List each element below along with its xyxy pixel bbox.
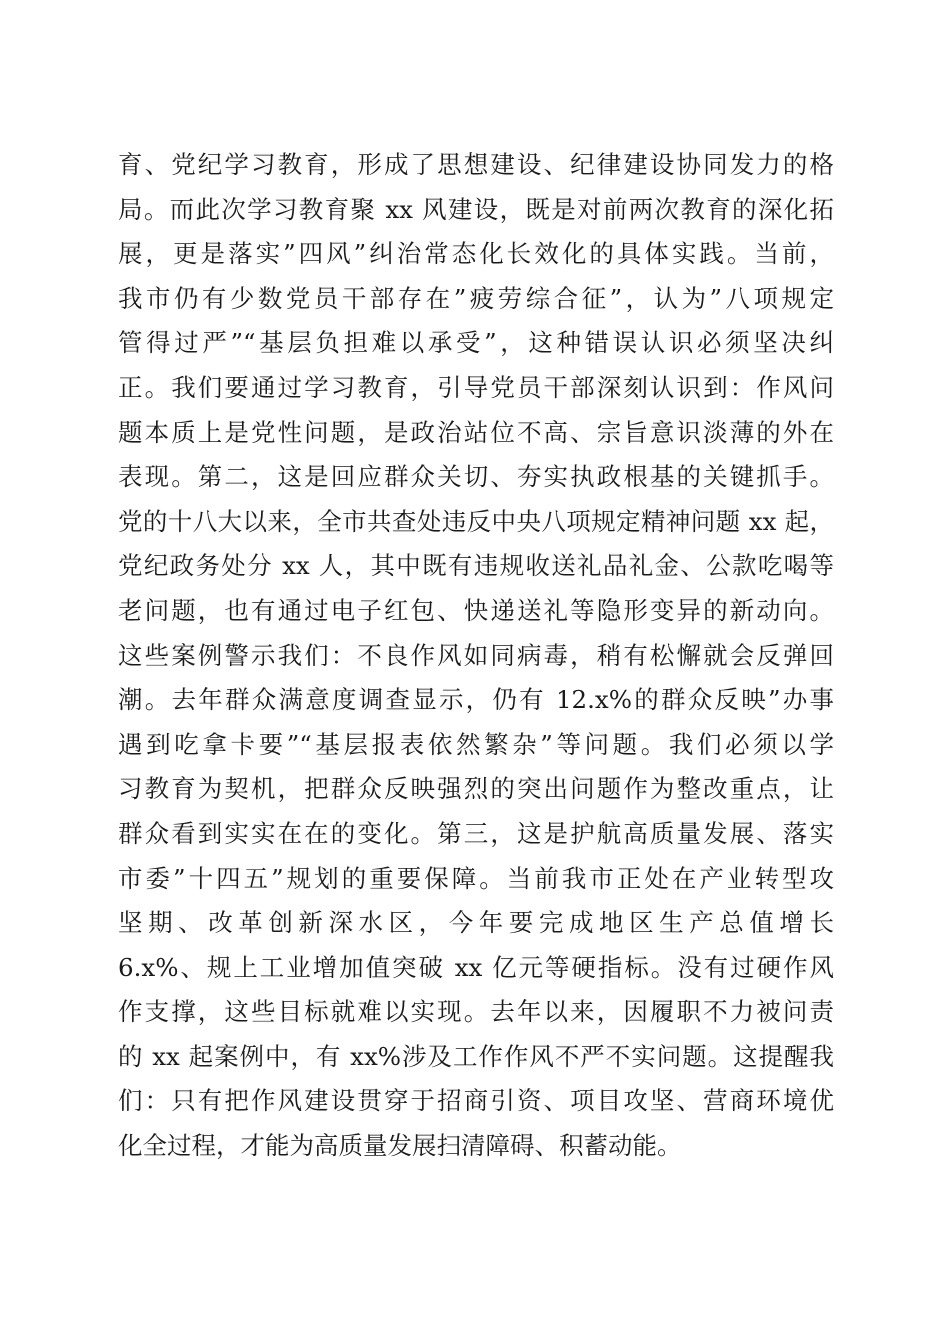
text-line: 作支撑，这些目标就难以实现。去年以来，因履职不力被问责 <box>118 997 834 1027</box>
text-line: 正。我们要通过学习教育，引导党员干部深刻认识到：作风问 <box>118 372 834 402</box>
text-line: 党纪政务处分 xx 人，其中既有违规收送礼品礼金、公款吃喝等 <box>118 551 834 581</box>
text-line: 潮。去年群众满意度调查显示，仍有 12.x%的群众反映”办事 <box>118 685 834 715</box>
text-line: 这些案例警示我们：不良作风如同病毒，稍有松懈就会反弹回 <box>118 640 834 670</box>
text-line: 坚期、改革创新深水区，今年要完成地区生产总值增长 <box>118 908 834 938</box>
text-line: 们：只有把作风建设贯穿于招商引资、项目攻坚、营商环境优 <box>118 1086 834 1116</box>
text-line: 题本质上是党性问题，是政治站位不高、宗旨意识淡薄的外在 <box>118 417 834 447</box>
text-line: 化全过程，才能为高质量发展扫清障碍、积蓄动能。 <box>118 1131 682 1161</box>
text-line: 群众看到实实在在的变化。第三，这是护航高质量发展、落实 <box>118 818 834 848</box>
text-line: 局。而此次学习教育聚 xx 风建设，既是对前两次教育的深化拓 <box>118 194 834 224</box>
text-line: 展，更是落实”四风”纠治常态化长效化的具体实践。当前， <box>118 239 834 269</box>
body-paragraph <box>118 143 834 1169</box>
text-line: 的 xx 起案例中，有 xx%涉及工作作风不严不实问题。这提醒我 <box>118 1041 834 1071</box>
text-line: 表现。第二，这是回应群众关切、夯实执政根基的关键抓手。 <box>118 462 834 492</box>
text-line: 遇到吃拿卡要”“基层报表依然繁杂”等问题。我们必须以学 <box>118 729 834 759</box>
text-line: 市委”十四五”规划的重要保障。当前我市正处在产业转型攻 <box>118 863 834 893</box>
text-line: 老问题，也有通过电子红包、快递送礼等隐形变异的新动向。 <box>118 595 834 625</box>
text-line: 我市仍有少数党员干部存在”疲劳综合征”，认为”八项规定 <box>118 283 834 313</box>
text-line: 育、党纪学习教育，形成了思想建设、纪律建设协同发力的格 <box>118 150 834 179</box>
text-line: 习教育为契机，把群众反映强烈的突出问题作为整改重点，让 <box>118 774 834 804</box>
text-line: 管得过严”“基层负担难以承受”，这种错误认识必须坚决纠 <box>118 328 834 358</box>
text-line: 6.x%、规上工业增加值突破 xx 亿元等硬指标。没有过硬作风 <box>118 952 834 982</box>
text-line: 党的十八大以来，全市共查处违反中央八项规定精神问题 xx 起， <box>118 506 834 536</box>
